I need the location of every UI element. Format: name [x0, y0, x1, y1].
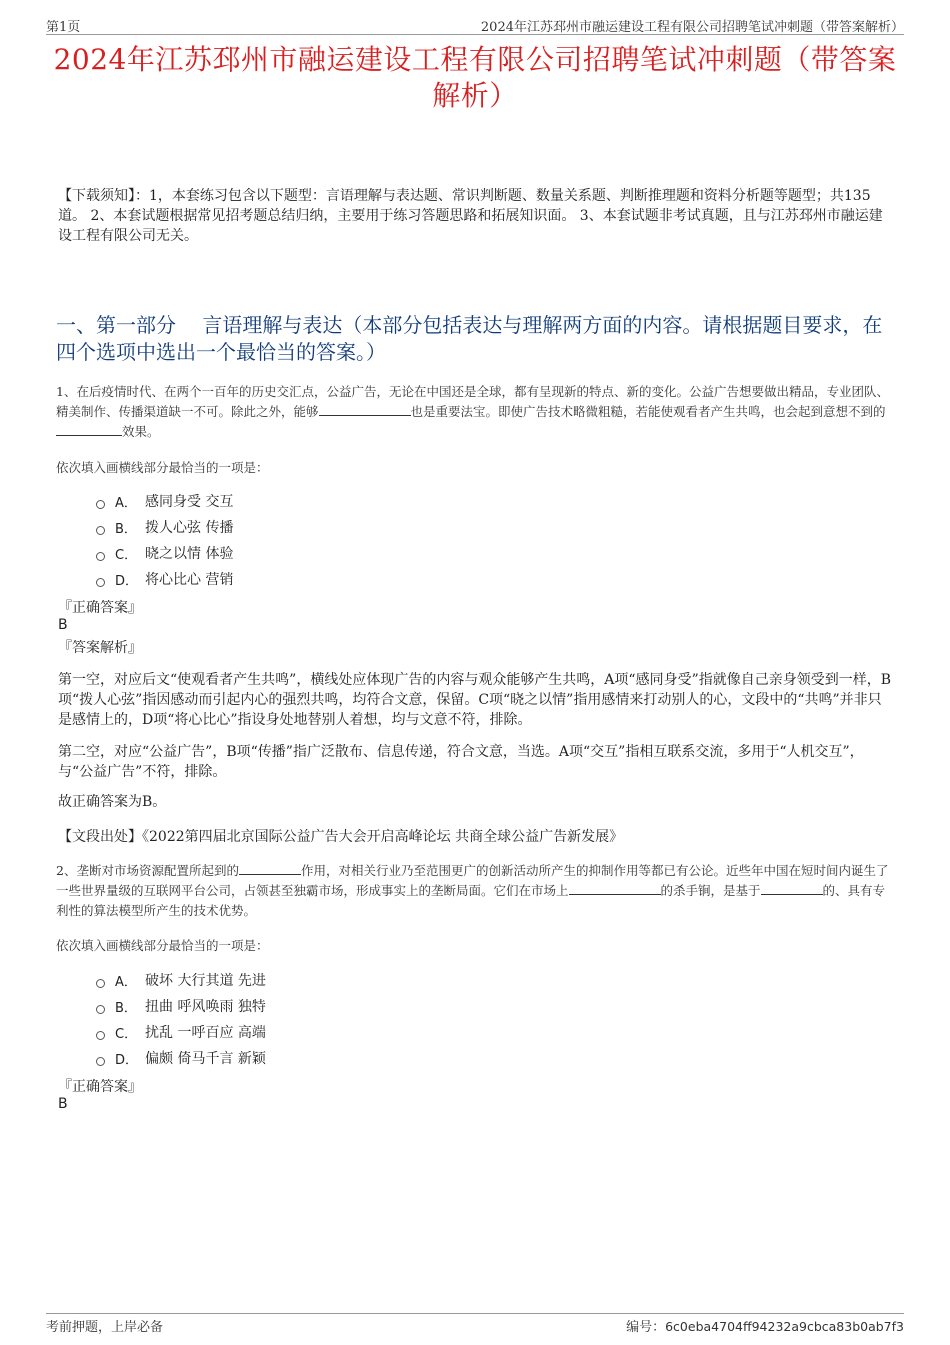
page-header [46, 14, 904, 35]
answer-blank [239, 862, 301, 875]
page-footer [46, 1313, 904, 1335]
document-code: 编号：6c0eba4704ff94232a9cbca83b0ab7f3 [626, 1319, 904, 1335]
correct-answer: B [58, 1096, 68, 1112]
section-title: 一、第一部分 言语理解与表达（本部分包括表达与理解两方面的内容。请根据题目要求，在四个选项中选出一个最恰当的答案。） [56, 313, 883, 364]
analysis-paragraph-2: 第二空，对应“公益广告”，B项“传播”指广泛散布、信息传递，符合文意，当选。A项“交互”指相互联系交流，多用于“人机交互”，与“公益广告”不符，排除。 [58, 744, 864, 780]
analysis-paragraph-1: 第一空，对应后文“使观看者产生共鸣”，横线处应体现广告的内容与观众能够产生共鸣，A项“感同身受”指就像自己亲身领受到一样，B项“拨人心弦”指因感动而引起内心的强烈共鸣，均符合文意，保留。C项“晓之以情”指用感情来打动别人的心，文段中的“共鸣”并非只是感情上的，D项“将心比心”指设身处地替别人着想，均与文意不符，排除。 [58, 672, 892, 728]
answer-blank [319, 403, 411, 416]
passage-source: 【文段出处】《2022第四届北京国际公益广告大会开启高峰论坛 共商全球公益广告新发展》 [58, 829, 624, 845]
question-1-options [96, 488, 233, 592]
correct-answer-label: 『正确答案』 [58, 600, 142, 616]
radio-button[interactable] [96, 1057, 105, 1066]
option-d[interactable]: D． 偏颇 倚马千言 新颖 [96, 1045, 266, 1071]
radio-button[interactable] [96, 578, 105, 587]
radio-button[interactable] [96, 1031, 105, 1040]
option-a[interactable]: A． 感同身受 交互 [96, 488, 233, 514]
question-1-prompt: 依次填入画横线部分最恰当的一项是： [56, 460, 269, 475]
analysis-label: 『答案解析』 [58, 640, 142, 656]
correct-answer-label: 『正确答案』 [58, 1079, 142, 1095]
option-b[interactable]: B． 拨人心弦 传播 [96, 514, 233, 540]
option-b[interactable]: B． 扭曲 呼风唤雨 独特 [96, 993, 266, 1019]
option-c[interactable]: C． 扰乱 一呼百应 高端 [96, 1019, 266, 1045]
answer-blank [761, 882, 823, 895]
question-2-text: 2、垄断对市场资源配置所起到的 作用，对相关行业乃至范围更广的创新活动所产生的抑制作用等都已有公论。近些年中国在短时间内诞生了一些世界量级的互联网平台公司，占领甚至独霸市场，形成事实上的垄断局面。它们在市场上 的杀手锏，是基于 的、具有专利性的算法模型所产生的技术优势。 [56, 863, 889, 918]
page-number: 第1页 [46, 20, 81, 35]
download-notice: 【下载须知】：1，本套练习包含以下题型：言语理解与表达题、常识判断题、数量关系题、判断推理题和资料分析题等题型；共135道。 2、本套试题根据常见招考题总结归纳，主要用于练习答题思路和拓展知识面。 3、本套试题非考试真题，且与江苏邳州市融运建设工程有限公司无关。 [58, 188, 883, 244]
question-2-options [96, 967, 266, 1071]
option-c[interactable]: C． 晓之以情 体验 [96, 540, 233, 566]
option-a[interactable]: A． 破坏 大行其道 先进 [96, 967, 266, 993]
radio-button[interactable] [96, 526, 105, 535]
radio-button[interactable] [96, 552, 105, 561]
answer-blank [569, 882, 661, 895]
radio-button[interactable] [96, 500, 105, 509]
correct-answer: B [58, 617, 68, 633]
footer-slogan: 考前押题，上岸必备 [46, 1320, 164, 1335]
radio-button[interactable] [96, 1005, 105, 1014]
option-d[interactable]: D． 将心比心 营销 [96, 566, 233, 592]
analysis-conclusion: 故正确答案为B。 [58, 794, 167, 810]
document-title: 2024年江苏邳州市融运建设工程有限公司招聘笔试冲刺题（带答案解析） [53, 43, 897, 112]
radio-button[interactable] [96, 979, 105, 988]
question-2-prompt: 依次填入画横线部分最恰当的一项是： [56, 938, 269, 953]
header-doc-title: 2024年江苏邳州市融运建设工程有限公司招聘笔试冲刺题（带答案解析） [480, 20, 904, 35]
question-1-text: 1、在后疫情时代、在两个一百年的历史交汇点，公益广告，无论在中国还是全球，都有呈现新的特点、新的变化。公益广告想要做出精品，专业团队、精美制作、传播渠道缺一不可。除此之外，能够 也是重要法宝。即使广告技术略微粗糙，若能使观看者产生共鸣，也会起到意想不到的效果。 [56, 384, 889, 439]
answer-blank [56, 423, 122, 436]
